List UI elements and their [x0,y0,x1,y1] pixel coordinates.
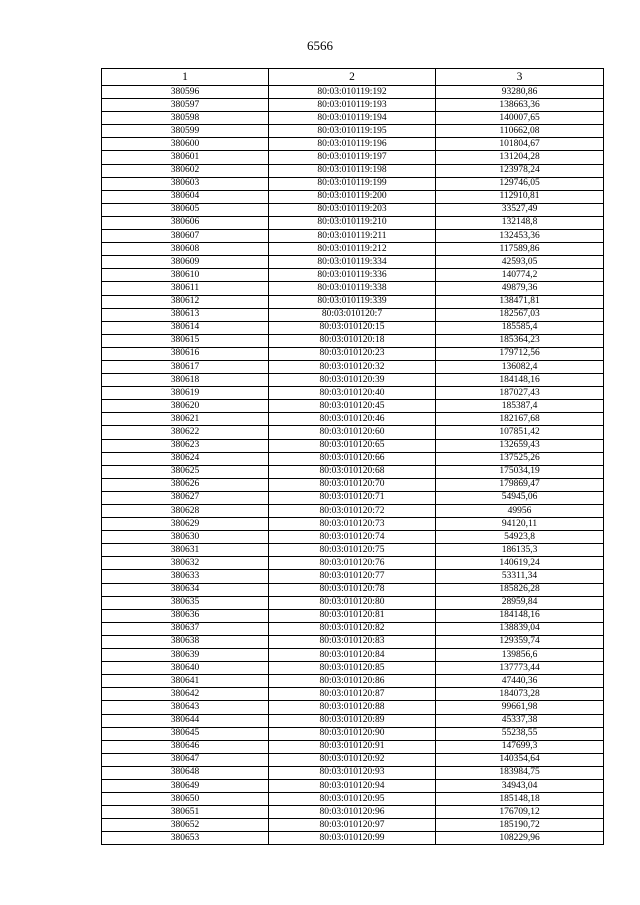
row-number-cell: 380607 [102,230,269,243]
cadastral-number-cell: 80:03:010120:80 [269,596,436,609]
table-row [102,269,604,282]
table-row [102,675,604,688]
table-row [102,635,604,648]
cadastral-number-cell: 80:03:010120:95 [269,793,436,806]
cadastral-number-cell: 80:03:010120:93 [269,766,436,779]
cadastral-number-cell: 80:03:010120:91 [269,740,436,753]
table-row [102,649,604,662]
table-row [102,190,604,203]
value-cell: 179869,47 [436,478,604,491]
value-cell: 137525,26 [436,452,604,465]
cadastral-number-cell: 80:03:010120:81 [269,609,436,622]
value-cell: 185387,4 [436,400,604,413]
cadastral-number-cell: 80:03:010119:196 [269,138,436,151]
table-row [102,465,604,478]
row-number-cell: 380652 [102,819,269,832]
value-cell: 93280,86 [436,86,604,99]
row-number-cell: 380639 [102,649,269,662]
value-cell: 184073,28 [436,688,604,701]
row-number-cell: 380646 [102,740,269,753]
row-number-cell: 380631 [102,544,269,557]
cadastral-number-cell: 80:03:010120:39 [269,374,436,387]
row-number-cell: 380611 [102,282,269,295]
value-cell: 140007,65 [436,112,604,125]
table-row [102,308,604,321]
table-row [102,243,604,256]
cadastral-number-cell: 80:03:010120:96 [269,806,436,819]
row-number-cell: 380630 [102,531,269,544]
value-cell: 47440,36 [436,675,604,688]
cadastral-number-cell: 80:03:010120:73 [269,518,436,531]
value-cell: 139856,6 [436,649,604,662]
row-number-cell: 380597 [102,99,269,112]
table-header-row [102,69,604,86]
row-number-cell: 380605 [102,203,269,216]
value-cell: 42593,05 [436,256,604,269]
table-row [102,753,604,766]
table-row [102,779,604,792]
cadastral-number-cell: 80:03:010120:32 [269,360,436,373]
row-number-cell: 380614 [102,321,269,334]
cadastral-number-cell: 80:03:010120:84 [269,649,436,662]
cadastral-number-cell: 80:03:010120:66 [269,452,436,465]
value-cell: 182167,68 [436,413,604,426]
cadastral-number-cell: 80:03:010120:18 [269,334,436,347]
value-cell: 132148,8 [436,216,604,229]
value-cell: 185190,72 [436,819,604,832]
table-row [102,282,604,295]
row-number-cell: 380637 [102,622,269,635]
row-number-cell: 380623 [102,439,269,452]
value-cell: 101804,67 [436,138,604,151]
cadastral-number-cell: 80:03:010119:211 [269,230,436,243]
value-cell: 140619,24 [436,557,604,570]
value-cell: 138663,36 [436,99,604,112]
table-row [102,740,604,753]
row-number-cell: 380647 [102,753,269,766]
cadastral-number-cell: 80:03:010120:85 [269,662,436,675]
value-cell: 176709,12 [436,806,604,819]
table-row [102,216,604,229]
value-cell: 54945,06 [436,491,604,504]
cadastral-number-cell: 80:03:010120:72 [269,505,436,518]
value-cell: 45337,38 [436,714,604,727]
row-number-cell: 380612 [102,295,269,308]
row-number-cell: 380635 [102,596,269,609]
table-row [102,177,604,190]
table-row [102,766,604,779]
row-number-cell: 380628 [102,505,269,518]
cadastral-number-cell: 80:03:010120:70 [269,478,436,491]
cadastral-number-cell: 80:03:010120:86 [269,675,436,688]
cadastral-number-cell: 80:03:010119:200 [269,190,436,203]
value-cell: 147699,3 [436,740,604,753]
value-cell: 110662,08 [436,125,604,138]
value-cell: 53311,34 [436,570,604,583]
cadastral-number-cell: 80:03:010120:92 [269,753,436,766]
table-row [102,334,604,347]
row-number-cell: 380598 [102,112,269,125]
table-row [102,112,604,125]
row-number-cell: 380596 [102,86,269,99]
cadastral-number-cell: 80:03:010120:87 [269,688,436,701]
cadastral-number-cell: 80:03:010120:68 [269,465,436,478]
table-row [102,701,604,714]
cadastral-number-cell: 80:03:010120:77 [269,570,436,583]
table-row [102,583,604,596]
row-number-cell: 380634 [102,583,269,596]
table-row [102,295,604,308]
row-number-cell: 380638 [102,635,269,648]
table-row [102,203,604,216]
value-cell: 107851,42 [436,426,604,439]
value-cell: 137773,44 [436,662,604,675]
cadastral-number-cell: 80:03:010120:15 [269,321,436,334]
table-row [102,426,604,439]
table-row [102,609,604,622]
value-cell: 54923,8 [436,531,604,544]
table-row [102,374,604,387]
table-row [102,806,604,819]
row-number-cell: 380641 [102,675,269,688]
table-row [102,86,604,99]
cadastral-number-cell: 80:03:010120:65 [269,439,436,452]
row-number-cell: 380650 [102,793,269,806]
cadastral-number-cell: 80:03:010120:40 [269,387,436,400]
table-row [102,387,604,400]
value-cell: 140354,64 [436,753,604,766]
row-number-cell: 380651 [102,806,269,819]
row-number-cell: 380600 [102,138,269,151]
value-cell: 117589,86 [436,243,604,256]
table-row [102,832,604,845]
cadastral-number-cell: 80:03:010119:339 [269,295,436,308]
row-number-cell: 380653 [102,832,269,845]
row-number-cell: 380645 [102,727,269,740]
table-row [102,413,604,426]
value-cell: 132659,43 [436,439,604,452]
row-number-cell: 380644 [102,714,269,727]
row-number-cell: 380609 [102,256,269,269]
cadastral-number-cell: 80:03:010119:193 [269,99,436,112]
cadastral-number-cell: 80:03:010119:194 [269,112,436,125]
table-row [102,138,604,151]
row-number-cell: 380617 [102,360,269,373]
table-row [102,518,604,531]
table-row [102,164,604,177]
row-number-cell: 380604 [102,190,269,203]
cadastral-number-cell: 80:03:010120:83 [269,635,436,648]
value-cell: 55238,55 [436,727,604,740]
cadastral-number-cell: 80:03:010119:192 [269,86,436,99]
row-number-cell: 380601 [102,151,269,164]
table-row [102,622,604,635]
value-cell: 138839,04 [436,622,604,635]
value-cell: 185148,18 [436,793,604,806]
table-row [102,452,604,465]
table-row [102,819,604,832]
cadastral-number-cell: 80:03:010120:74 [269,531,436,544]
value-cell: 123978,24 [436,164,604,177]
cadastral-number-cell: 80:03:010120:75 [269,544,436,557]
cadastral-number-cell: 80:03:010119:334 [269,256,436,269]
table-row [102,321,604,334]
value-cell: 175034,19 [436,465,604,478]
table-row [102,714,604,727]
row-number-cell: 380618 [102,374,269,387]
cadastral-number-cell: 80:03:010120:46 [269,413,436,426]
value-cell: 99661,98 [436,701,604,714]
cadastral-number-cell: 80:03:010120:7 [269,308,436,321]
table-row [102,230,604,243]
value-cell: 94120,11 [436,518,604,531]
cadastral-number-cell: 80:03:010120:94 [269,779,436,792]
cadastral-number-cell: 80:03:010119:338 [269,282,436,295]
cadastral-number-cell: 80:03:010120:99 [269,832,436,845]
table-body [102,86,604,845]
table-row [102,439,604,452]
cadastral-number-cell: 80:03:010119:336 [269,269,436,282]
cadastral-number-cell: 80:03:010119:197 [269,151,436,164]
value-cell: 28959,84 [436,596,604,609]
value-cell: 131204,28 [436,151,604,164]
value-cell: 49956 [436,505,604,518]
value-cell: 129359,74 [436,635,604,648]
cadastral-number-cell: 80:03:010120:90 [269,727,436,740]
table-row [102,400,604,413]
row-number-cell: 380648 [102,766,269,779]
table-row [102,662,604,675]
cadastral-number-cell: 80:03:010120:97 [269,819,436,832]
table-row [102,491,604,504]
row-number-cell: 380627 [102,491,269,504]
value-cell: 185364,23 [436,334,604,347]
page-number: 6566 [307,38,333,53]
row-number-cell: 380629 [102,518,269,531]
table-row [102,505,604,518]
value-cell: 182567,03 [436,308,604,321]
row-number-cell: 380610 [102,269,269,282]
value-cell: 49879,36 [436,282,604,295]
table-row [102,478,604,491]
row-number-cell: 380616 [102,347,269,360]
column-header: 1 [102,69,269,86]
row-number-cell: 380621 [102,413,269,426]
row-number-cell: 380622 [102,426,269,439]
table-row [102,544,604,557]
cadastral-number-cell: 80:03:010119:198 [269,164,436,177]
cadastral-number-cell: 80:03:010120:89 [269,714,436,727]
value-cell: 34943,04 [436,779,604,792]
value-cell: 186135,3 [436,544,604,557]
cadastral-number-cell: 80:03:010119:210 [269,216,436,229]
row-number-cell: 380613 [102,308,269,321]
table-row [102,557,604,570]
cadastral-number-cell: 80:03:010120:82 [269,622,436,635]
value-cell: 129746,05 [436,177,604,190]
cadastral-number-cell: 80:03:010120:60 [269,426,436,439]
column-header: 3 [436,69,604,86]
cadastral-number-cell: 80:03:010120:78 [269,583,436,596]
table-row [102,570,604,583]
table-row [102,531,604,544]
value-cell: 184148,16 [436,374,604,387]
value-cell: 187027,43 [436,387,604,400]
row-number-cell: 380620 [102,400,269,413]
column-header: 2 [269,69,436,86]
table-row [102,688,604,701]
cadastral-number-cell: 80:03:010120:71 [269,491,436,504]
table-row [102,99,604,112]
table-row [102,360,604,373]
cadastral-number-cell: 80:03:010119:203 [269,203,436,216]
data-table [101,68,604,845]
row-number-cell: 380626 [102,478,269,491]
value-cell: 185585,4 [436,321,604,334]
row-number-cell: 380619 [102,387,269,400]
value-cell: 183984,75 [436,766,604,779]
value-cell: 179712,56 [436,347,604,360]
value-cell: 112910,81 [436,190,604,203]
table-row [102,256,604,269]
row-number-cell: 380643 [102,701,269,714]
row-number-cell: 380640 [102,662,269,675]
table-row [102,596,604,609]
row-number-cell: 380603 [102,177,269,190]
row-number-cell: 380636 [102,609,269,622]
cadastral-number-cell: 80:03:010119:195 [269,125,436,138]
row-number-cell: 380606 [102,216,269,229]
cadastral-number-cell: 80:03:010119:212 [269,243,436,256]
row-number-cell: 380649 [102,779,269,792]
row-number-cell: 380632 [102,557,269,570]
value-cell: 136082,4 [436,360,604,373]
row-number-cell: 380599 [102,125,269,138]
value-cell: 132453,36 [436,230,604,243]
value-cell: 184148,16 [436,609,604,622]
table-row [102,151,604,164]
value-cell: 185826,28 [436,583,604,596]
row-number-cell: 380633 [102,570,269,583]
row-number-cell: 380625 [102,465,269,478]
row-number-cell: 380624 [102,452,269,465]
cadastral-number-cell: 80:03:010120:88 [269,701,436,714]
value-cell: 140774,2 [436,269,604,282]
cadastral-number-cell: 80:03:010119:199 [269,177,436,190]
value-cell: 108229,96 [436,832,604,845]
table-row [102,125,604,138]
value-cell: 138471,81 [436,295,604,308]
cadastral-number-cell: 80:03:010120:76 [269,557,436,570]
row-number-cell: 380642 [102,688,269,701]
cadastral-number-cell: 80:03:010120:23 [269,347,436,360]
row-number-cell: 380615 [102,334,269,347]
table-row [102,793,604,806]
value-cell: 33527,49 [436,203,604,216]
cadastral-number-cell: 80:03:010120:45 [269,400,436,413]
table-row [102,347,604,360]
row-number-cell: 380608 [102,243,269,256]
row-number-cell: 380602 [102,164,269,177]
table-row [102,727,604,740]
